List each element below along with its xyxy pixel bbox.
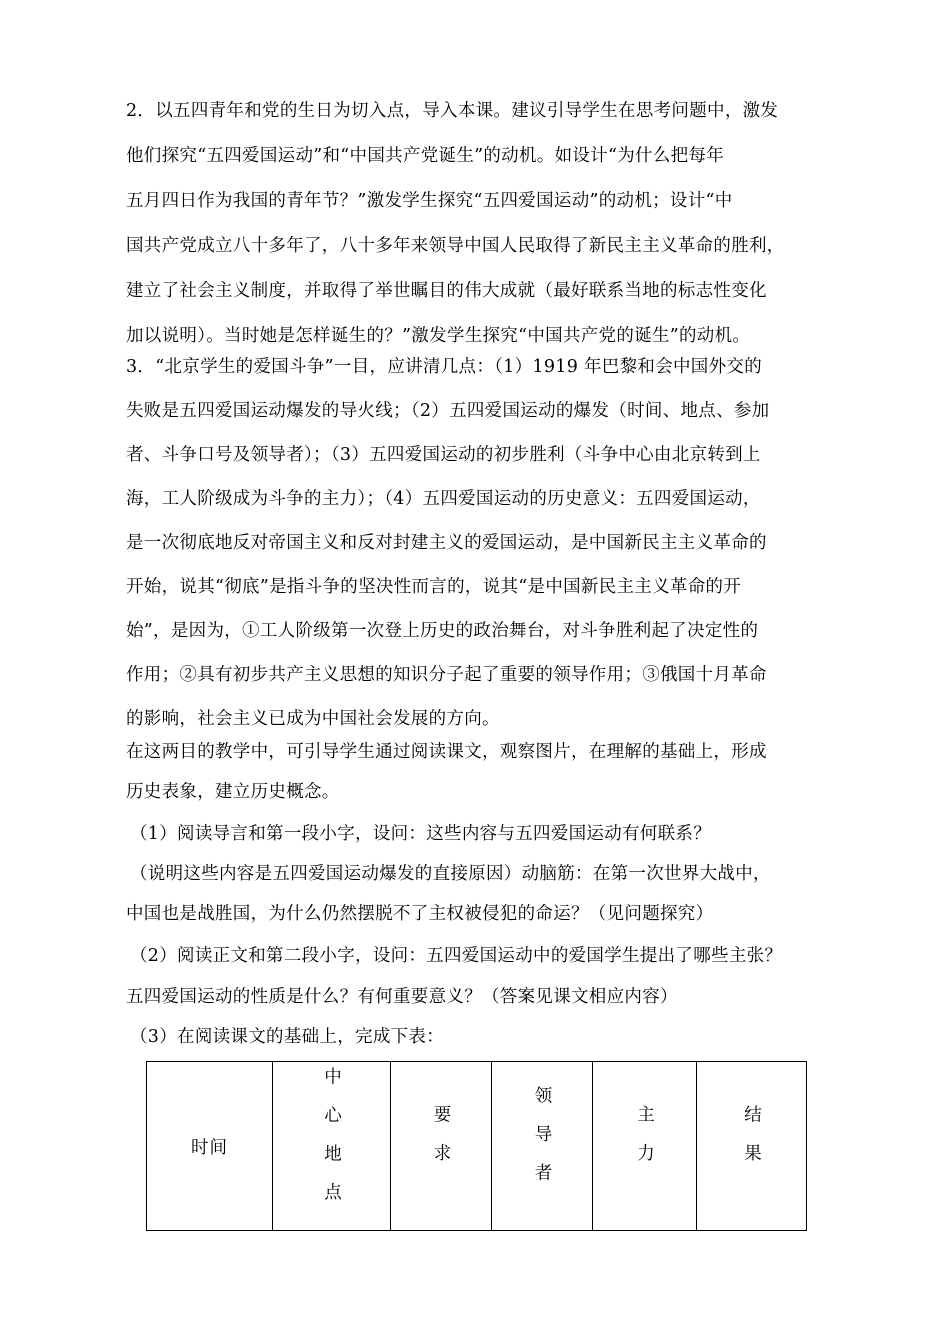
table-header-row <box>147 1062 807 1231</box>
paragraph-line: 3．“北京学生的爱国斗争”一目，应讲清几点：（1）1919 年巴黎和会中国外交的 <box>126 357 763 377</box>
header-leaders: 领导者 <box>532 1085 552 1202</box>
table-header-cell <box>147 1062 273 1231</box>
paragraph-line: 五月四日作为我国的青年节？”激发学生探究“五四爱国运动”的动机；设计“中 <box>126 191 733 211</box>
header-result: 结果 <box>741 1105 762 1182</box>
table-header-cell <box>492 1062 593 1231</box>
paragraph-line: （3）在阅读课文的基础上，完成下表： <box>130 1027 445 1047</box>
paragraph-line: 作用；②具有初步共产主义思想的知识分子起了重要的领导作用；③俄国十月革命 <box>126 665 767 685</box>
paragraph-line: （说明这些内容是五四爱国运动爆发的直接原因）动脑筋：在第一次世界大战中， <box>130 864 771 884</box>
paragraph-line: 开始，说其“彻底”是指斗争的坚决性而言的，说其“是中国新民主主义革命的开 <box>126 577 742 597</box>
header-demands: 要求 <box>431 1105 451 1182</box>
paragraph-line: 者、斗争口号及领导者）；（3）五四爱国运动的初步胜利（斗争中心由北京转到上 <box>126 445 761 465</box>
paragraph-line: 五四爱国运动的性质是什么？有何重要意义？（答案见课文相应内容） <box>126 987 678 1007</box>
paragraph-line: 失败是五四爱国运动爆发的导火线；（2）五四爱国运动的爆发（时间、地点、参加 <box>126 401 770 421</box>
header-main-force: 主力 <box>634 1105 655 1182</box>
paragraph-line: 他们探究“五四爱国运动”和“中国共产党诞生”的动机。如设计“为什么把每年 <box>126 146 725 166</box>
summary-table <box>146 1061 807 1231</box>
paragraph-line: 在这两目的教学中，可引导学生通过阅读课文，观察图片，在理解的基础上，形成 <box>126 742 767 762</box>
table-header-cell <box>697 1062 807 1231</box>
paragraph-line: 中国也是战胜国，为什么仍然摆脱不了主权被侵犯的命运？（见问题探究） <box>126 904 714 924</box>
table-header-cell <box>273 1062 391 1231</box>
paragraph-line: 加以说明）。当时她是怎样诞生的？”激发学生探究“中国共产党的诞生”的动机。 <box>126 326 751 346</box>
paragraph-line: 历史表象，建立历史概念。 <box>126 782 340 802</box>
header-center-location: 中心地点 <box>321 1066 342 1221</box>
paragraph-line: 始”，是因为，①工人阶级第一次登上历史的政治舞台，对斗争胜利起了决定性的 <box>126 621 759 641</box>
table-header-cell <box>593 1062 697 1231</box>
paragraph-line: 2．以五四青年和党的生日为切入点，导入本课。建议引导学生在思考问题中，激发 <box>126 101 779 121</box>
table-header-cell <box>391 1062 492 1231</box>
paragraph-line: 是一次彻底地反对帝国主义和反对封建主义的爱国运动，是中国新民主主义革命的 <box>126 533 767 553</box>
paragraph-line: 海，工人阶级成为斗争的主力）；（4）五四爱国运动的历史意义：五四爱国运动， <box>126 489 761 509</box>
paragraph-line: （2）阅读正文和第二段小字，设问：五四爱国运动中的爱国学生提出了哪些主张？ <box>130 946 783 966</box>
header-time: 时间 <box>191 1137 228 1158</box>
paragraph-line: 国共产党成立八十多年了，八十多年来领导中国人民取得了新民主主义革命的胜利， <box>126 236 785 256</box>
paragraph-line: （1）阅读导言和第一段小字，设问：这些内容与五四爱国运动有何联系？ <box>130 824 712 844</box>
paragraph-line: 建立了社会主义制度，并取得了举世瞩目的伟大成就（最好联系当地的标志性变化 <box>126 281 767 301</box>
paragraph-line: 的影响，社会主义已成为中国社会发展的方向。 <box>126 709 500 729</box>
